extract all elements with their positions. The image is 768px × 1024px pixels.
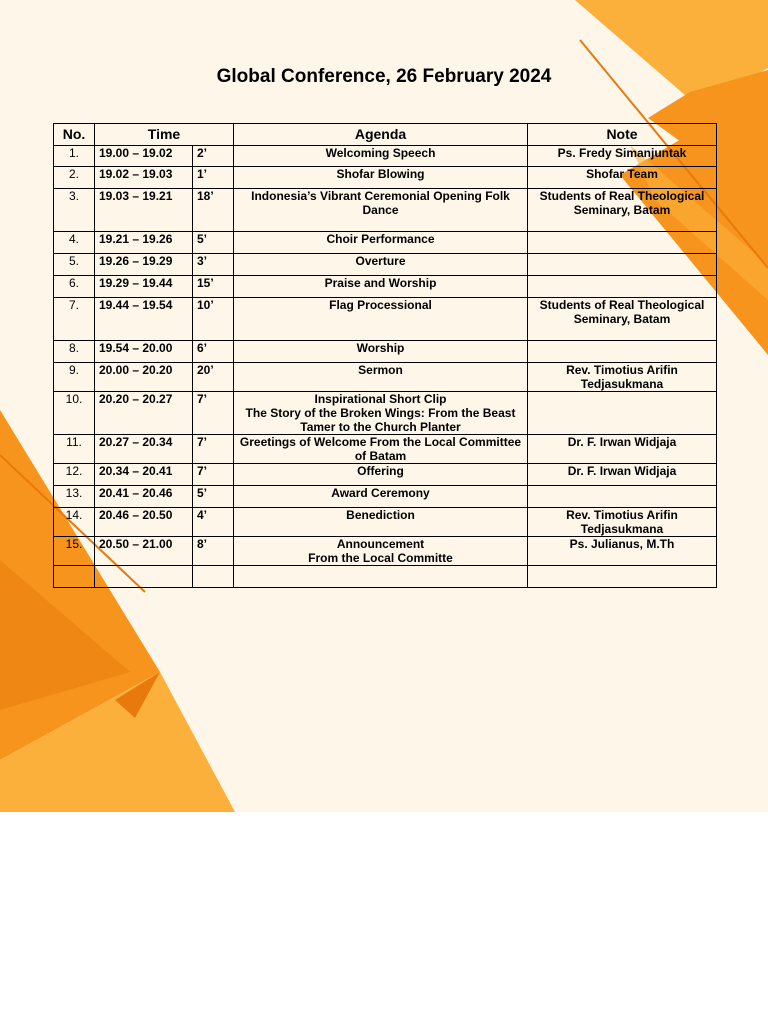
row-time: 20.50 – 21.00 xyxy=(95,537,193,566)
row-duration: 6’ xyxy=(193,341,234,363)
row-time: 19.21 – 19.26 xyxy=(95,232,193,254)
row-time: 20.46 – 20.50 xyxy=(95,508,193,537)
row-agenda xyxy=(234,189,528,232)
row-duration: 4’ xyxy=(193,508,234,537)
row-time: 19.29 – 19.44 xyxy=(95,276,193,298)
agenda-line: Welcoming Speech xyxy=(325,146,436,160)
row-time: 19.03 – 19.21 xyxy=(95,189,193,232)
agenda-line: Shofar Blowing xyxy=(336,167,425,181)
agenda-line: Announcement xyxy=(336,537,425,551)
row-duration: 8’ xyxy=(193,537,234,566)
row-agenda xyxy=(234,276,528,298)
row-note: Students of Real Theological Seminary, Batam xyxy=(528,189,717,232)
table-row xyxy=(54,298,717,341)
row-number: 5. xyxy=(54,254,95,276)
row-agenda xyxy=(234,392,528,435)
table-row xyxy=(54,189,717,232)
row-note xyxy=(528,276,717,298)
row-agenda xyxy=(234,435,528,464)
row-duration: 7’ xyxy=(193,464,234,486)
row-number: 15. xyxy=(54,537,95,566)
row-number: 11. xyxy=(54,435,95,464)
row-agenda xyxy=(234,146,528,167)
row-time: 19.54 – 20.00 xyxy=(95,341,193,363)
row-number: 10. xyxy=(54,392,95,435)
agenda-line: Sermon xyxy=(358,363,403,377)
row-time: 20.00 – 20.20 xyxy=(95,363,193,392)
row-duration: 1’ xyxy=(193,167,234,189)
row-agenda xyxy=(234,464,528,486)
table-row xyxy=(54,537,717,566)
agenda-line: Praise and Worship xyxy=(324,276,437,290)
row-duration: 7’ xyxy=(193,435,234,464)
table-row xyxy=(54,167,717,189)
agenda-line: Inspirational Short Clip xyxy=(314,392,447,406)
row-time: 20.20 – 20.27 xyxy=(95,392,193,435)
table-row xyxy=(54,392,717,435)
row-note xyxy=(528,566,717,588)
row-note xyxy=(528,254,717,276)
row-agenda xyxy=(234,341,528,363)
row-agenda xyxy=(234,363,528,392)
row-note: Ps. Julianus, M.Th xyxy=(528,537,717,566)
row-number: 12. xyxy=(54,464,95,486)
row-duration: 18’ xyxy=(193,189,234,232)
row-agenda xyxy=(234,508,528,537)
agenda-table xyxy=(53,123,717,588)
table-row xyxy=(54,146,717,167)
agenda-line: Overture xyxy=(355,254,406,268)
agenda-line: Benediction xyxy=(346,508,415,522)
header-agenda: Agenda xyxy=(234,124,528,146)
row-duration: 3’ xyxy=(193,254,234,276)
agenda-table-body xyxy=(54,146,717,588)
row-agenda xyxy=(234,486,528,508)
row-duration: 7’ xyxy=(193,392,234,435)
row-agenda xyxy=(234,537,528,566)
page-title: Global Conference, 26 February 2024 xyxy=(216,66,552,87)
table-row xyxy=(54,232,717,254)
row-note: Ps. Fredy Simanjuntak xyxy=(528,146,717,167)
row-number: 2. xyxy=(54,167,95,189)
row-time: 19.44 – 19.54 xyxy=(95,298,193,341)
table-row xyxy=(54,566,717,588)
table-row xyxy=(54,464,717,486)
row-note xyxy=(528,341,717,363)
row-duration: 10’ xyxy=(193,298,234,341)
row-number: 3. xyxy=(54,189,95,232)
row-time xyxy=(95,566,193,588)
row-number: 6. xyxy=(54,276,95,298)
row-note: Rev. Timotius Arifin Tedjasukmana xyxy=(528,363,717,392)
row-agenda xyxy=(234,298,528,341)
header-time: Time xyxy=(95,124,234,146)
row-agenda xyxy=(234,232,528,254)
agenda-line: Greetings of Welcome From the Local Committee of Batam xyxy=(239,435,522,463)
row-time: 20.34 – 20.41 xyxy=(95,464,193,486)
row-number xyxy=(54,566,95,588)
row-agenda xyxy=(234,566,528,588)
agenda-line: Offering xyxy=(357,464,404,478)
table-row xyxy=(54,276,717,298)
row-note: Rev. Timotius Arifin Tedjasukmana xyxy=(528,508,717,537)
row-number: 1. xyxy=(54,146,95,167)
agenda-line: Choir Performance xyxy=(326,232,435,246)
table-row xyxy=(54,435,717,464)
row-number: 4. xyxy=(54,232,95,254)
row-time: 20.27 – 20.34 xyxy=(95,435,193,464)
agenda-line: Flag Processional xyxy=(329,298,432,312)
row-time: 19.26 – 19.29 xyxy=(95,254,193,276)
row-duration: 20’ xyxy=(193,363,234,392)
agenda-line: Indonesia’s Vibrant Ceremonial Opening Folk Dance xyxy=(251,189,510,217)
table-row xyxy=(54,341,717,363)
row-note: Dr. F. Irwan Widjaja xyxy=(528,464,717,486)
row-duration: 5’ xyxy=(193,232,234,254)
row-note: Dr. F. Irwan Widjaja xyxy=(528,435,717,464)
row-duration xyxy=(193,566,234,588)
row-note xyxy=(528,392,717,435)
table-header-row xyxy=(54,124,717,146)
agenda-line: Award Ceremony xyxy=(331,486,430,500)
agenda-line: The Story of the Broken Wings: From the Beast Tamer to the Church Planter xyxy=(245,406,516,434)
row-time: 19.00 – 19.02 xyxy=(95,146,193,167)
row-time: 20.41 – 20.46 xyxy=(95,486,193,508)
agenda-line: From the Local Committe xyxy=(308,551,453,565)
agenda-line: Worship xyxy=(356,341,405,355)
row-number: 7. xyxy=(54,298,95,341)
table-row xyxy=(54,363,717,392)
header-no: No. xyxy=(54,124,95,146)
row-note: Shofar Team xyxy=(528,167,717,189)
row-number: 14. xyxy=(54,508,95,537)
row-duration: 15’ xyxy=(193,276,234,298)
row-agenda xyxy=(234,254,528,276)
row-number: 8. xyxy=(54,341,95,363)
table-row xyxy=(54,254,717,276)
row-number: 13. xyxy=(54,486,95,508)
table-row xyxy=(54,486,717,508)
row-duration: 2’ xyxy=(193,146,234,167)
row-number: 9. xyxy=(54,363,95,392)
row-agenda xyxy=(234,167,528,189)
row-note: Students of Real Theological Seminary, Batam xyxy=(528,298,717,341)
table-row xyxy=(54,508,717,537)
row-time: 19.02 – 19.03 xyxy=(95,167,193,189)
row-duration: 5’ xyxy=(193,486,234,508)
row-note xyxy=(528,232,717,254)
header-note: Note xyxy=(528,124,717,146)
row-note xyxy=(528,486,717,508)
